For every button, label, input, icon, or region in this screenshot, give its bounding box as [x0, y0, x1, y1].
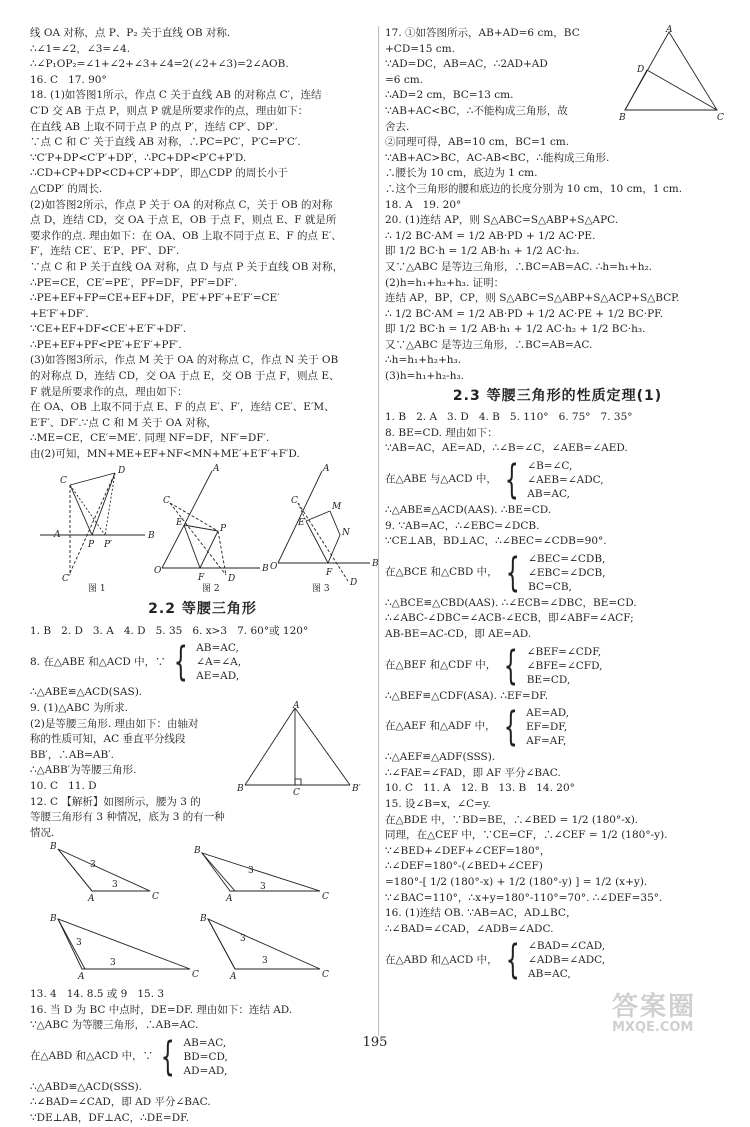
text-line: ∴PE+EF+FP=CE+EF+DF，PE′+PF′+E′F′=CE′ [30, 292, 280, 305]
svg-text:3: 3 [90, 860, 96, 871]
text-line: C′D 交 AB 于点 P，则点 P 就是所要求作的点，理由如下： [30, 104, 309, 117]
right-block-3 [385, 596, 730, 643]
text-line: 9. (1)△ABC 为所求. [30, 702, 129, 714]
text-line: ∠BEF=∠CDF, [526, 645, 602, 658]
fig3-label-D: D [350, 577, 358, 588]
text-line: ∴∠P₁OP₂=∠1+∠2+∠3+∠4=2(∠2+∠3)=2∠AOB. [30, 58, 289, 71]
svg-text:3: 3 [110, 958, 116, 969]
text-line: ∴△BEF≌△CDF(ASA). ∴EF=DF. [385, 689, 549, 702]
text-line: EF=DF, [526, 721, 568, 734]
svg-text:D: D [637, 65, 645, 75]
text-line: ∵∠BAC=110°，∴x+y=180°-110°=70°. ∴∠DEF=35°. [385, 891, 663, 904]
figure-3 [278, 471, 370, 581]
svg-text:3: 3 [260, 882, 266, 893]
text-line: 16. C 17. 90° [30, 73, 107, 86]
text-line: AB=AC, [196, 642, 239, 655]
right-block-2 [385, 503, 730, 550]
fig3-label-E: E [298, 517, 305, 528]
fig1-label-B: B [148, 530, 155, 541]
text-line: ∠A=∠A, [196, 656, 242, 669]
fig1-label-D: D [118, 465, 126, 476]
r10-prefix: 在△BEF 和△CDF 中， [385, 658, 497, 671]
svg-text:B: B [200, 914, 207, 925]
text-line: ∴△ABE≌△ACD(AAS). ∴BE=CD. [385, 504, 552, 517]
text-line: (2)h=h₁+h₂+h₃. 证明： [385, 276, 505, 289]
q9-label-A: A [293, 701, 300, 711]
text-line: AE=AD, [196, 670, 240, 683]
text-line: AB=AC, [183, 1036, 227, 1049]
q9-area [30, 701, 375, 841]
q9-label-B2: B′ [352, 784, 361, 794]
watermark-line2: MXQE.COM [612, 1019, 694, 1035]
fig3-label-M: M [332, 501, 342, 512]
fig2-label-B: B [262, 563, 269, 574]
r9-system [385, 549, 730, 596]
svg-text:B: B [50, 842, 57, 853]
svg-text:A: A [226, 894, 233, 905]
fig1-label-A: A [54, 529, 61, 540]
section-title-2-3: 2.3 等腰三角形的性质定理(1) [452, 387, 663, 404]
text-line: ∴∠BAD=∠CAD，即 AD 平分∠BAC. [30, 1096, 211, 1109]
svg-text:C: C [192, 970, 199, 981]
figure-1 [40, 473, 145, 573]
fig3-label-A: A [323, 463, 330, 474]
fig2-caption: 图 2 [202, 583, 220, 594]
text-line: ∠BFE=∠CFD, [526, 659, 603, 672]
brace-icon: { [173, 639, 188, 686]
q9-figure [235, 701, 365, 798]
text-line: ②同理可得，AB=10 cm，BC=1 cm. [385, 136, 570, 149]
text-line: ∴∠BAD=∠CAD，∠ADB=∠ADC. [385, 922, 554, 935]
text-line: ∠B=∠C, [527, 460, 573, 473]
q8-system [30, 639, 375, 686]
text-line: ∴∠FAE=∠FAD，即 AF 平分∠BAC. [385, 766, 561, 779]
left-block-1 [30, 26, 375, 463]
text-line: F′，连结 CE′、E′P、PF′、DF′. [30, 245, 180, 258]
right-block-4 [385, 689, 730, 705]
q12-figures [30, 841, 375, 981]
text-line: F 就是所要求作的点，理由如下： [30, 385, 188, 398]
text-line: ∵点 C 和 P 关于直线 OA 对称，点 D 与点 P 关于直线 OB 对称， [30, 260, 344, 273]
r16-prefix: 在△ABD 和△ACD 中， [385, 953, 498, 966]
brace-icon: { [505, 937, 520, 984]
text-line: ∠ADB=∠ADC, [528, 954, 606, 967]
text-line: (2)如答图2所示，作点 P 关于 OA 的对称点 C，关于 OB 的对称 [30, 198, 333, 211]
fig3-label-B: B [372, 558, 379, 569]
r8-system-items [527, 459, 603, 501]
text-line: 舍去. [385, 120, 410, 133]
svg-text:C: C [152, 892, 159, 903]
text-line: E′F′、DF′.∵点 C 和 M 关于 OA 对称， [30, 416, 217, 429]
left-block-2b [30, 685, 375, 701]
svg-text:A: A [230, 972, 237, 983]
text-line: AD=AD, [183, 1064, 228, 1077]
text-line: (3)如答图3所示，作点 M 关于 OA 的对称点 C，作点 N 关于 OB [30, 354, 339, 367]
r8-prefix: 在△ABE 与△ACD 中， [385, 473, 497, 486]
text-line: +CD=15 cm. [385, 42, 455, 55]
fig2-label-C: C [163, 495, 170, 506]
text-line: ∴ 1/2 BC·AM = 1/2 AB·PD + 1/2 AC·PE + 1/2 BC·PF. [385, 307, 664, 320]
text-line: ∠BAD=∠CAD, [528, 940, 606, 953]
text-line: 1. B 2. A 3. D 4. B 5. 110° 6. 75° 7. 35° [385, 411, 633, 424]
text-line: (2)是等腰三角形. 理由如下：由轴对 [30, 717, 199, 730]
svg-text:3: 3 [262, 956, 268, 967]
text-line: 连结 AP，BP，CP，则 S△ABC=S△ABP+S△ACP+S△BCP. [385, 292, 680, 305]
text-line: ∴△ABB′为等腰三角形. [30, 764, 137, 777]
text-line: 要求作的点. 理由如下：在 OA、OB 上取不同于点 E、F 的点 E′、 [30, 229, 342, 242]
text-line: 17. ①如答图所示，AB+AD=6 cm，BC [385, 27, 580, 39]
r10-system-items [527, 645, 603, 687]
watermark-line1: 答案圈 [612, 992, 697, 1022]
svg-text:3: 3 [112, 880, 118, 891]
text-line: ∴∠DEF=180°-(∠BED+∠CEF) [385, 860, 543, 873]
svg-text:B: B [619, 113, 626, 123]
svg-text:3: 3 [76, 938, 82, 949]
fig2-label-D: D [228, 573, 236, 584]
text-line: ∴△ABD≌△ACD(SSS). [30, 1080, 143, 1093]
text-line: ∴△AEF≌△ADF(SSS). [385, 751, 496, 764]
text-line: BB′，∴AB=AB′. [30, 748, 114, 761]
fig1-label-P: P [88, 539, 95, 550]
q17-figure [617, 26, 727, 121]
text-line: 点 D，连结 CD，交 OA 于点 E，OB 于点 F，则点 E、F 就是所 [30, 214, 337, 227]
svg-text:B: B [50, 914, 57, 925]
text-line: 10. C 11. A 12. B 13. B 14. 20° [385, 782, 575, 795]
fig3-label-O: O [270, 561, 278, 572]
text-line: 13. 4 14. 8.5 或 9 15. 3 [30, 987, 165, 1000]
r8-system [385, 457, 730, 504]
q8-system-items [196, 641, 241, 683]
text-line: +E′F′+DF′. [30, 307, 89, 320]
svg-text:B: B [194, 846, 201, 857]
r9-system-items [528, 552, 606, 594]
left-block-3 [30, 987, 375, 1034]
fig3-caption: 图 3 [312, 583, 330, 594]
page-number: 195 [362, 1035, 388, 1050]
text-line: BD=CD, [183, 1050, 228, 1063]
text-line: 即 1/2 BC·h = 1/2 AB·h₁ + 1/2 AC·h₂. [385, 245, 580, 258]
text-line: ∴这个三角形的腰和底边的长度分别为 10 cm，10 cm，1 cm. [385, 182, 683, 195]
text-line: ∵∠BED+∠DEF+∠CEF=180°， [385, 844, 551, 857]
r11-prefix: 在△AEF 和△ADF 中， [385, 720, 496, 733]
left-block-2a [30, 624, 375, 640]
text-line: (3)h=h₁+h₂-h₃. [385, 370, 465, 383]
svg-text:C: C [322, 970, 329, 981]
text-line: AF=AF, [526, 735, 567, 748]
r16-system [385, 937, 730, 984]
svg-text:A: A [88, 894, 95, 905]
text-line: ∵DE⊥AB，DF⊥AC，∴DE=DF. [30, 1111, 190, 1124]
text-line: ∠BEC=∠CDB, [528, 552, 606, 565]
text-line: ∴PE+EF+PF<PE′+E′F′+PF′. [30, 338, 182, 351]
fig2-label-P: P [220, 523, 227, 534]
fig3-label-C: C [291, 495, 298, 506]
text-line: ∴∠ABC-∠DBC=∠ACB-∠ECB，即∠ABF=∠ACF; [385, 612, 634, 625]
text-line: ∴△BCE≌△CBD(AAS). ∴∠ECB=∠DBC，BE=CD. [385, 596, 637, 609]
text-line: 12. C 【解析】如图所示，腰为 3 的 [30, 795, 201, 808]
svg-text:C: C [322, 892, 329, 903]
fig1-label-C2: C′ [62, 573, 71, 584]
text-line: ∴PE=CE，CE′=PE′，PF=DF，PF′=DF′. [30, 276, 238, 289]
r9-prefix: 在△BCE 和△CBD 中， [385, 566, 498, 579]
svg-text:A: A [78, 972, 85, 983]
brace-icon: { [503, 642, 518, 689]
text-line: =180°-[ 1/2 (180°-x) + 1/2 (180°-y) ] = 1/2 (x+y). [385, 875, 648, 888]
right-block-1 [385, 410, 730, 457]
text-line: 又∵△ABC 是等边三角形，∴BC=AB=AC. ∴h=h₁+h₂. [385, 260, 653, 273]
text-line: ∴CD+CP+DP<CD+CP′+DP′，即△CDP 的周长小于 [30, 167, 288, 180]
left-block-4 [30, 1080, 375, 1127]
text-line: ∵CE+EF+DF<CE′+E′F′+DF′. [30, 323, 187, 336]
text-line: 18. A 19. 20° [385, 198, 462, 211]
q8-prefix: 8. 在△ABE 和△ACD 中，∵ [30, 655, 166, 668]
q9-text [30, 701, 235, 841]
watermark-logo [612, 992, 697, 1035]
svg-text:A: A [666, 25, 673, 35]
text-line: ∵△ABC 为等腰三角形，∴AB=AC. [30, 1019, 199, 1032]
brace-icon: { [505, 549, 520, 596]
text-line: AE=AD, [526, 707, 570, 720]
text-line: BC=CB, [528, 580, 572, 593]
text-line: 1. B 2. D 3. A 4. D 5. 35 6. x>3 7. 60°或 120° [30, 624, 309, 637]
text-line: 16. (1)连结 OB. ∵AB=AC，AD⊥BC， [385, 907, 577, 920]
text-line: ∴∠1=∠2，∠3=∠4. [30, 42, 131, 55]
fig3-label-N: N [342, 527, 350, 538]
text-line: 10. C 11. D [30, 779, 97, 792]
text-line: ∴腰长为 10 cm，底边为 1 cm. [385, 167, 538, 180]
brace-icon: { [504, 457, 519, 504]
text-line: 线 OA 对称，点 P、P₂ 关于直线 OB 对称. [30, 27, 231, 39]
text-line: ∵CE⊥AB，BD⊥AC，∴∠BEC=∠CDB=90°. [385, 535, 607, 548]
r16-system-items [528, 939, 605, 981]
text-line: 15. 设∠B=x，∠C=y. [385, 797, 491, 810]
q9-label-C: C [293, 788, 300, 798]
fig1-label-P2: P′ [104, 539, 113, 550]
text-line: 18. (1)如答图1所示，作点 C 关于直线 AB 的对称点 C′，连结 [30, 89, 322, 102]
text-line: =6 cm. [385, 73, 423, 86]
q9-label-B: B [237, 784, 244, 794]
text-line: 16. 当 D 为 BC 中点时，DE=DF. 理由如下：连结 AD. [30, 1003, 293, 1016]
fig2-label-O: O [154, 565, 162, 576]
text-line: ∴h=h₁+h₂+h₃. [385, 354, 462, 367]
right-block-5 [385, 750, 730, 937]
text-line: 的对称点 D，连结 CD，交 OA 于点 E，交 OB 于点 F，则点 E、 [30, 370, 340, 383]
text-line: 又∵△ABC 是等边三角形，∴BC=AB=AC. [385, 338, 593, 351]
fig1-caption: 图 1 [88, 583, 106, 594]
column-divider [378, 26, 379, 1036]
text-line: 在直线 AB 上取不同于点 P 的点 P′，连结 CP′、DP′. [30, 120, 279, 133]
fig2-label-A: A [213, 463, 220, 474]
text-line: 在△BDE 中，∵BD=BE，∴∠BED = 1/2 (180°-x). [385, 813, 639, 826]
text-line: ∴ME=CE，CE′=ME′. 同理 NF=DF，NF′=DF′. [30, 432, 270, 445]
fig1-label-C: C [60, 475, 67, 486]
text-line: ∵AB=AC，AE=AD，∴∠B=∠C，∠AEB=∠AED. [385, 442, 628, 455]
left-column [30, 26, 379, 1127]
text-line: ∵AB+AC<BC，∴不能构成三角形，故 [385, 104, 568, 117]
text-line: 在 OA、OB 上取不同于点 E、F 的点 E′、F′，连结 CE′、E′M、 [30, 401, 335, 414]
q17-area [385, 26, 730, 385]
brace-icon: { [503, 704, 518, 751]
r11-system [385, 704, 730, 751]
r11-system-items [526, 706, 569, 748]
text-line: ∴ 1/2 BC·AM = 1/2 AB·PD + 1/2 AC·PE. [385, 229, 596, 242]
right-column [385, 26, 730, 983]
text-line: BE=CD, [526, 673, 571, 686]
text-line: 称的性质可知，AC 垂直平分线段 [30, 733, 186, 746]
fig3-label-F: F [326, 567, 333, 578]
text-line: AB=AC, [527, 488, 570, 501]
text-line: ∴△ABE≌△ACD(SAS). [30, 686, 143, 699]
fig2-label-E: E [176, 517, 183, 528]
svg-text:3: 3 [248, 866, 254, 877]
text-line: ∠EBC=∠DCB, [528, 566, 606, 579]
text-line: ∵AD=DC，AB=AC，∴2AD+AD [385, 58, 548, 71]
text-line: ∵C′P+DP<C′P′+DP′，∴PC+DP<P′C+P′D. [30, 151, 247, 164]
text-line: 9. ∵AB=AC，∴∠EBC=∠DCB. [385, 519, 540, 532]
text-line: 即 1/2 BC·h = 1/2 AB·h₁ + 1/2 AC·h₂ + 1/2 BC·h₃. [385, 323, 646, 336]
r10-system [385, 642, 730, 689]
text-line: 20. (1)连结 AP，则 S△ABC=S△ABP+S△APC. [385, 214, 619, 227]
figures-1-2-3 [30, 463, 379, 594]
text-line: 同理，在△CEF 中，∵CE=CF，∴∠CEF = 1/2 (180°-y). [385, 829, 668, 842]
fig2-label-F: F [198, 572, 205, 583]
q16-prefix: 在△ABD 和△ACD 中，∵ [30, 1049, 154, 1062]
text-line: ∵AB+AC>BC，AC-AB<BC，∴能构成三角形. [385, 151, 610, 164]
text-line: 由(2)可知，MN+ME+EF+NF<MN+ME′+E′F′+F′D. [30, 448, 300, 461]
text-line: ∠AEB=∠ADC, [527, 474, 604, 487]
brace-icon: { [160, 1033, 175, 1080]
text-line: ∵点 C 和 C′ 关于直线 AB 对称，∴PC=PC′，P′C=P′C′. [30, 136, 301, 149]
text-line: 等腰三角形有 3 种情况，底为 3 的有一种情况. [30, 811, 225, 839]
text-line: AB-BE=AC-CD，即 AE=AD. [385, 628, 532, 640]
svg-text:C: C [717, 113, 724, 123]
text-line: ∴AD=2 cm，BC=13 cm. [385, 89, 514, 102]
svg-text:3: 3 [240, 934, 246, 945]
text-line: 8. BE=CD. 理由如下： [385, 426, 498, 439]
text-line: △CDP′ 的周长. [30, 182, 103, 195]
text-line: AB=AC, [528, 968, 571, 981]
section-title-2-2: 2.2 等腰三角形 [148, 601, 257, 618]
